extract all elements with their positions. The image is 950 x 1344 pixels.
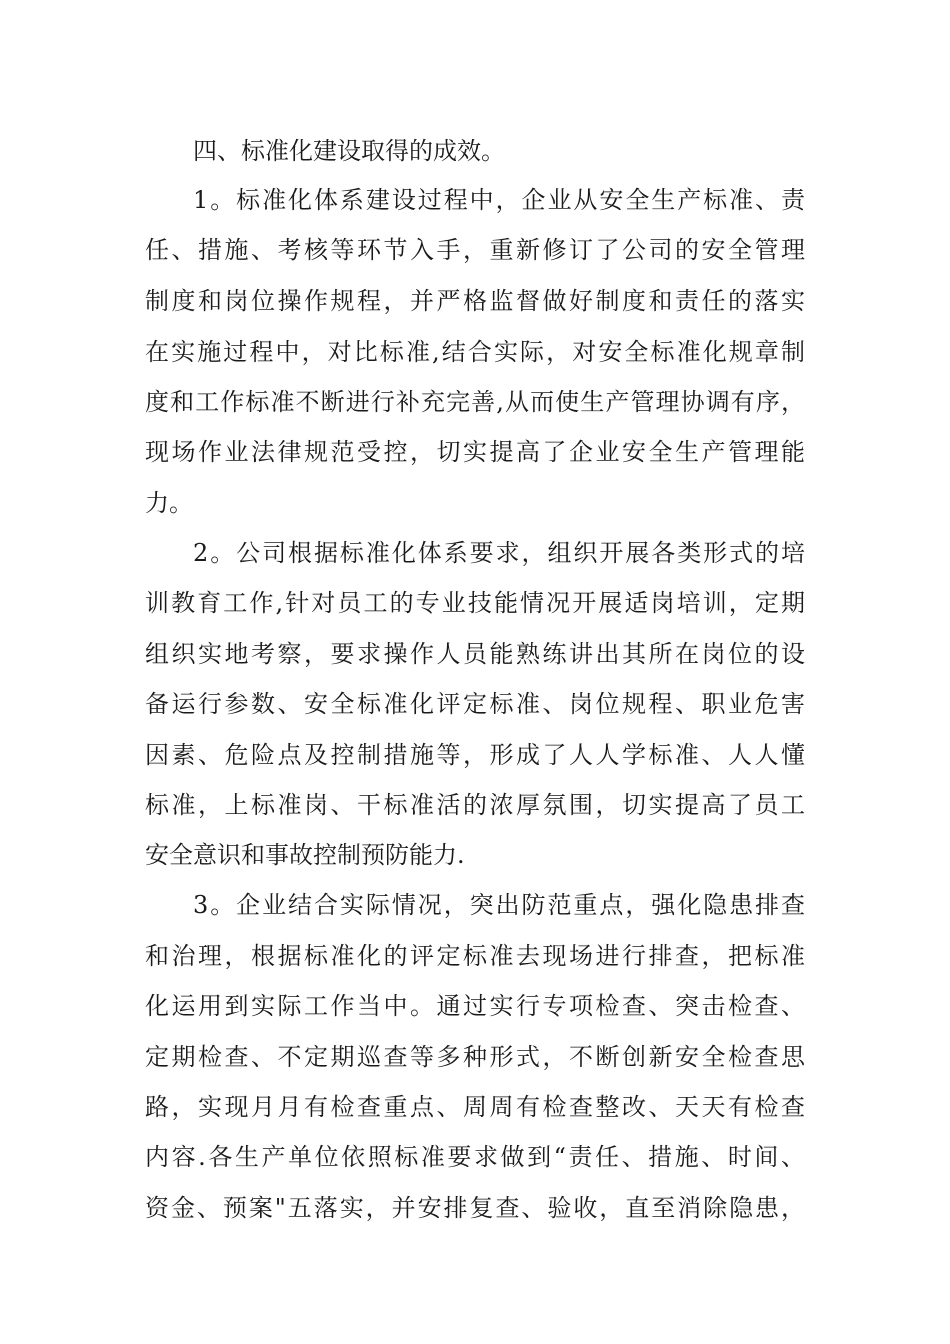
paragraph-line: 标准，上标准岗、干标准活的浓厚氛围，切实提高了员工 (145, 791, 805, 819)
paragraph-line: 化运用到实际工作当中。通过实行专项检查、突击检查、 (145, 992, 805, 1020)
paragraph-line: 资金、预案"五落实，并安排复查、验收，直至消除隐患， (145, 1194, 805, 1222)
paragraph-line: 训教育工作,针对员工的专业技能情况开展适岗培训，定期 (145, 589, 805, 617)
paragraph-line: 在实施过程中，对比标准,结合实际，对安全标准化规章制 (145, 338, 805, 366)
paragraph-line: 因素、危险点及控制措施等，形成了人人学标准、人人懂 (145, 741, 805, 769)
paragraph-line: 路，实现月月有检查重点、周周有检查整改、天天有检查 (145, 1093, 805, 1121)
paragraph-line: 度和工作标准不断进行补充完善,从而使生产管理协调有序， (145, 388, 805, 416)
paragraph-line: 制度和岗位操作规程，并严格监督做好制度和责任的落实 (145, 287, 805, 315)
paragraph-line: 2。公司根据标准化体系要求，组织开展各类形式的培 (193, 539, 805, 567)
paragraph-line: 定期检查、不定期巡查等多种形式，不断创新安全检查思 (145, 1043, 805, 1071)
paragraph-line: 3。企业结合实际情况，突出防范重点，强化隐患排查 (193, 891, 805, 919)
section-heading: 四、标准化建设取得的成效。 (193, 137, 505, 165)
paragraph-line: 安全意识和事故控制预防能力. (145, 841, 465, 869)
paragraph-line: 1。标准化体系建设过程中，企业从安全生产标准、责 (193, 186, 805, 214)
paragraph-line: 任、措施、考核等环节入手，重新修订了公司的安全管理 (145, 236, 805, 264)
paragraph-line: 备运行参数、安全标准化评定标准、岗位规程、职业危害 (145, 690, 805, 718)
paragraph-line: 现场作业法律规范受控，切实提高了企业安全生产管理能 (145, 438, 805, 466)
paragraph-line: 和治理，根据标准化的评定标准去现场进行排查，把标准 (145, 942, 805, 970)
paragraph-line: 内容.各生产单位依照标准要求做到“责任、措施、时间、 (145, 1143, 805, 1171)
paragraph-line: 力。 (145, 489, 193, 517)
paragraph-line: 组织实地考察，要求操作人员能熟练讲出其所在岗位的设 (145, 640, 805, 668)
